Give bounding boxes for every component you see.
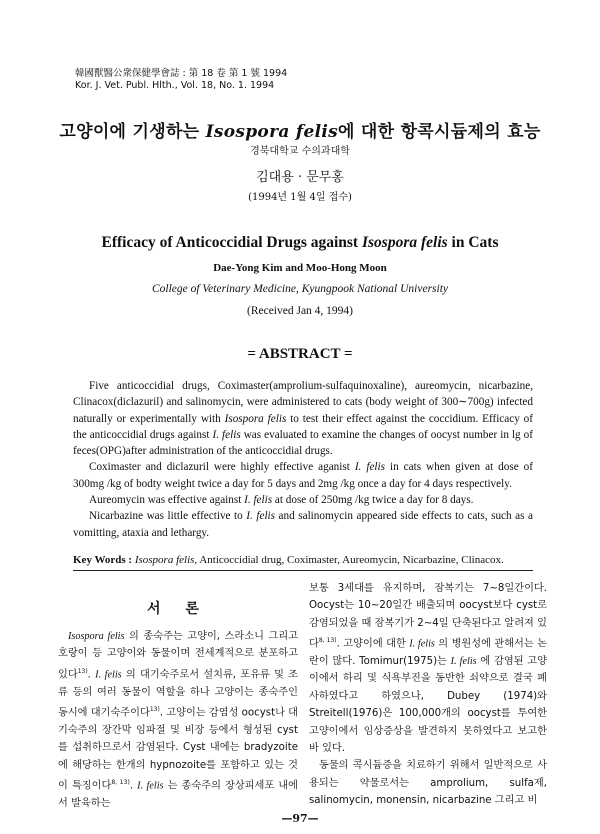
section-heading-introduction: 서 론 [147, 601, 209, 617]
abstract-paragraph: Aureomycin was effective against I. felis at dose of 250mg /kg twice a day for 8 days. [89, 494, 474, 507]
english-title-part: in Cats [447, 234, 499, 251]
intro-paragraph: 보통 3세대를 유지하며, 잠복기는 7∼8일간이다. Oocyst는 10∼20일간 배출되며 oocyst보다 cyst로 감염되었을 때 잠복기가 2∼4일 단축된다고 알려져 있다$^{8, 13)}$. 고양이에 대한 I. felis 의 병원성에 관해서는 논란이 많다. Tomimur(1975)는 I. felis 에 감염된 고양이에서 하리 및 식욕부진을 동반한 쇠약으로 결국 폐사하였다고 하였으나, Dubey (1974)와 Streitell(1976)은 100,000개의 oocyst를 투여한 고양이에서 임상증상을 발견하지 못하였다고 보고한바 있다. [309, 583, 547, 755]
korean-title-part: 고양이에 기생하는 [59, 122, 206, 142]
keywords-divider [73, 570, 533, 571]
keywords-list: Anticoccidial drug, Coximaster, Aureomycin, Nicarbazine, Clinacox. [197, 554, 504, 566]
english-affiliation: College of Veterinary Medicine, Kyungpook National University [151, 283, 449, 295]
abstract-paragraph: Coximaster and diclazuril were highly effective aganist I. felis in cats when given at dose of 300mg /kg of bodty weight twice a day for 5 days and 2mg /kg once a day for 4 days respectively. [73, 461, 533, 490]
journal-header [75, 68, 287, 92]
english-title-part: Efficacy of Anticoccidial Drugs against [101, 234, 362, 251]
keywords-species: Isospora felis, [134, 554, 198, 566]
page-number: —97— [281, 812, 319, 825]
korean-authors: 김대용 · 문무홍 [256, 170, 344, 185]
abstract-body [73, 378, 533, 541]
korean-affiliation: 경북대학교 수의과대학 [250, 146, 350, 157]
korean-received-date: (1994년 1월 4일 접수) [248, 192, 352, 203]
left-column [58, 628, 298, 812]
journal-line-korean: 韓國獸醫公衆保健學會誌 : 第 18 卷 第 1 號 1994 [75, 68, 288, 79]
abstract-heading: = ABSTRACT = [247, 346, 353, 362]
korean-title-species: Isospora felis [205, 122, 338, 142]
english-authors: Dae-Yong Kim and Moo-Hong Moon [213, 262, 387, 274]
intro-paragraph: Isospora felis 의 종숙주는 고양이, 스라소니 그리고 호랑이 등 고양이와 동물이며 전세계적으로 분포하고 있다$^{13)}$. I. felis 의 대기숙주로서 설치류, 포유류 및 조류 등의 여러 동물이 역할을 하나 고양이는 종숙주인 동시에 대기숙주이다$^{13)}$. 고양이는 감염성 oocyst나 대기숙주의 장간막 임파절 및 비장 등에서 형성된 cyst를 섭취하므로서 감염된다. Cyst 내에는 bradyzoite에 해당하는 한개의 hypnozoite를 포함하고 있는 것이 특징이다$^{8, 13)}$. I. felis 는 종숙주의 장상피세포 내에서 발육하는 [58, 631, 299, 809]
journal-line-english: Kor. J. Vet. Publ. Hlth., Vol. 18, No. 1. 1994 [75, 80, 275, 91]
abstract-paragraph: Nicarbazine was little effective to I. felis and salinomycin appeared side effects to cats, such as a vomitting, ataxia and lethargy. [73, 510, 533, 539]
korean-title-part: 에 대한 항콕시듐제의 효능 [337, 122, 541, 142]
korean-title [0, 117, 600, 142]
intro-paragraph: 동물의 콕시듐증을 치료하기 위해서 일반적으로 사용되는 약물로서는 amprolium, sulfa제, salinomycin, monensin, nicarbazine 그리고 비 [309, 760, 547, 807]
english-title [0, 234, 600, 252]
keywords-label: Key Words : [73, 554, 135, 566]
english-received-date: (Received Jan 4, 1994) [246, 305, 354, 317]
keywords [73, 554, 504, 566]
right-column [309, 580, 547, 810]
abstract-paragraph: Five anticoccidial drugs, Coximaster(amprolium-sulfaquinoxaline), aureomycin, nicarbazine, Clinacox(diclazuril) and salinomycin, were administered to cats (body weight of 300∼700g) infected naturally or experimentally with Isospora felis to test their effect against the coccidium. Efficacy of the anticoccidial drugs against I. felis was evaluated to examine the changes of oocyst number in lg of feces(OPG)after administration of the anticoccidial drugs. [73, 380, 534, 458]
english-title-species: Isospora felis [361, 234, 448, 251]
